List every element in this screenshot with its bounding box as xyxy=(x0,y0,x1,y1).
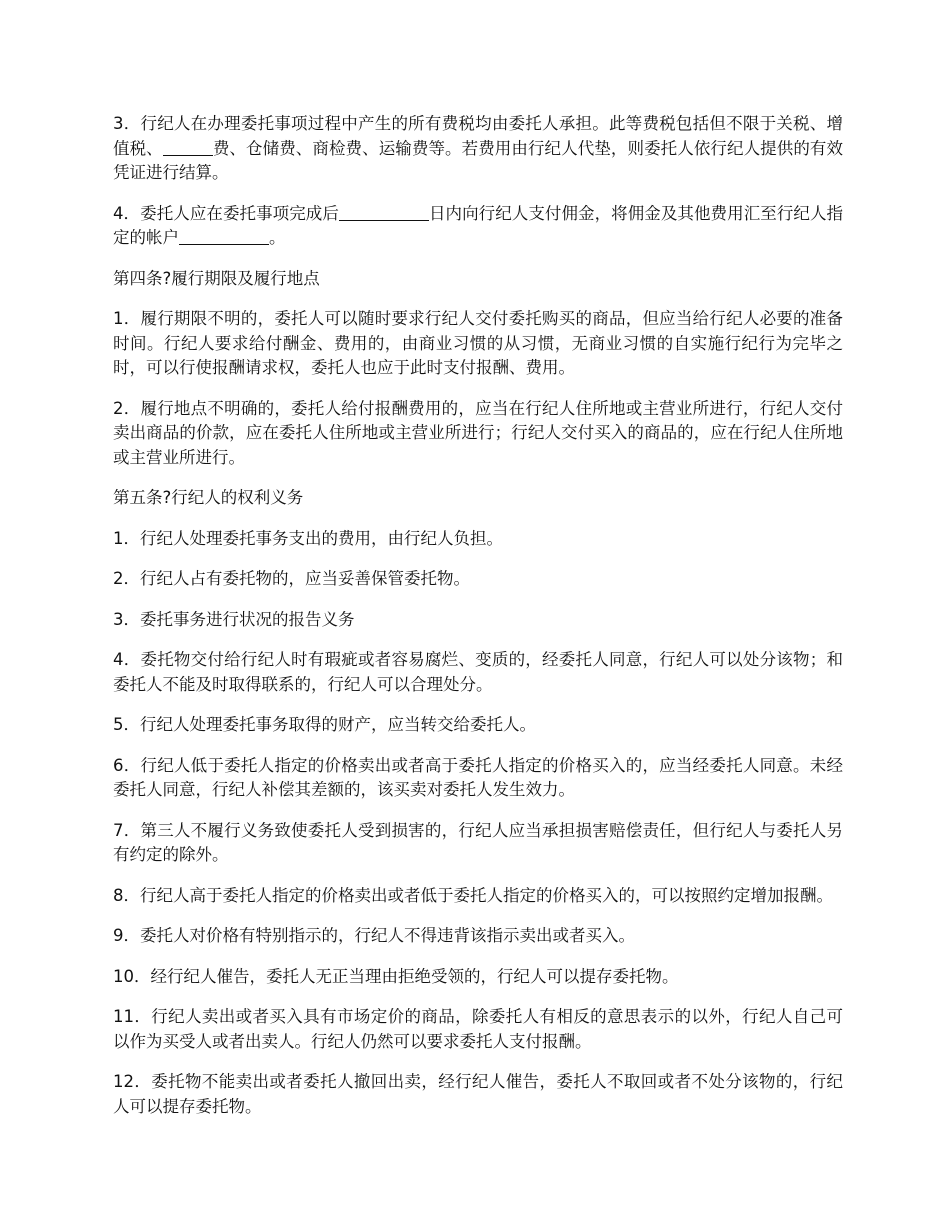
fill-in-blank-days[interactable] xyxy=(339,202,429,221)
article-5-clause-10: 10．经行纪人催告，委托人无正当理由拒绝受领的，行纪人可以提存委托物。 xyxy=(113,966,679,986)
clause-text: 4．委托人应在委托事项完成后 xyxy=(113,203,339,223)
article-5-clause-11: 11．行纪人卖出或者买入具有市场定价的商品，除委托人有相反的意思表示的以外，行纪人自己可以作为买受人或者出卖人。行纪人仍然可以要求委托人支付报酬。 xyxy=(113,1007,843,1051)
article-4-clause-2: 2．履行地点不明确的，委托人给付报酬费用的，应当在行纪人住所地或主营业所进行，行纪人交付卖出商品的价款，应在委托人住所地或主营业所进行；行纪人交付买入的商品的，应在行纪人住所地或主营业所进行。 xyxy=(113,398,843,467)
article-5-heading: 第五条?行纪人的权利义务 xyxy=(113,488,304,507)
article-5-clause-8: 8．行纪人高于委托人指定的价格卖出或者低于委托人指定的价格买入的，可以按照约定增加报酬。 xyxy=(113,885,833,905)
clause-text: 。 xyxy=(269,228,286,247)
article-5-clause-12: 12．委托物不能卖出或者委托人撤回出卖，经行纪人催告，委托人不取回或者不处分该物的，行纪人可以提存委托物。 xyxy=(113,1072,843,1116)
clause-4-commission xyxy=(113,202,843,251)
article-5-clause-7: 7．第三人不履行义务致使委托人受到损害的，行纪人应当承担损害赔偿责任，但行纪人与委托人另有约定的除外。 xyxy=(113,820,843,864)
clause-3-fees xyxy=(113,112,843,186)
article-4-clause-1: 1．履行期限不明的，委托人可以随时要求行纪人交付委托购买的商品，但应当给行纪人必要的准备时间。行纪人要求给付酬金、费用的，由商业习惯的从习惯，无商业习惯的自实施行纪行为完毕之时，可以行使报酬请求权，委托人也应于此时支付报酬、费用。 xyxy=(113,309,843,377)
article-5-clause-4: 4．委托物交付给行纪人时有瑕疵或者容易腐烂、变质的，经委托人同意，行纪人可以处分该物；和委托人不能及时取得联系的，行纪人可以合理处分。 xyxy=(113,650,843,694)
article-5-clause-9: 9．委托人对价格有特别指示的，行纪人不得违背该指示卖出或者买入。 xyxy=(113,926,635,945)
clause-text: 费、仓储费、商检费、运输费等。若费用由行纪人代垫，则委托人依行纪人提供的有效凭证进行结算。 xyxy=(113,138,844,182)
document-page xyxy=(113,112,843,1135)
article-5-clause-1: 1．行纪人处理委托事务支出的费用，由行纪人负担。 xyxy=(113,528,503,548)
article-5-clause-6: 6．行纪人低于委托人指定的价格卖出或者高于委托人指定的价格买入的，应当经委托人同意。未经委托人同意，行纪人补偿其差额的，该买卖对委托人发生效力。 xyxy=(113,755,843,799)
article-4-heading: 第四条?履行期限及履行地点 xyxy=(113,268,320,288)
article-5-clause-5: 5．行纪人处理委托事务取得的财产，应当转交给委托人。 xyxy=(113,715,536,734)
article-5-clause-2: 2．行纪人占有委托物的，应当妥善保管委托物。 xyxy=(113,569,470,588)
fill-in-blank-fee-type[interactable] xyxy=(163,137,213,156)
article-5-clause-3: 3．委托事务进行状况的报告义务 xyxy=(113,609,355,629)
fill-in-blank-account[interactable] xyxy=(179,226,269,245)
clause-text: 日内向行纪人支付佣金，将佣金及其他费用汇至行纪人指定的帐户 xyxy=(113,203,844,247)
clause-text: 3．行纪人在办理委托事项过程中产生的所有费税均由委托人承担。此等费税包括但不限于关税、增值税、 xyxy=(113,114,843,158)
